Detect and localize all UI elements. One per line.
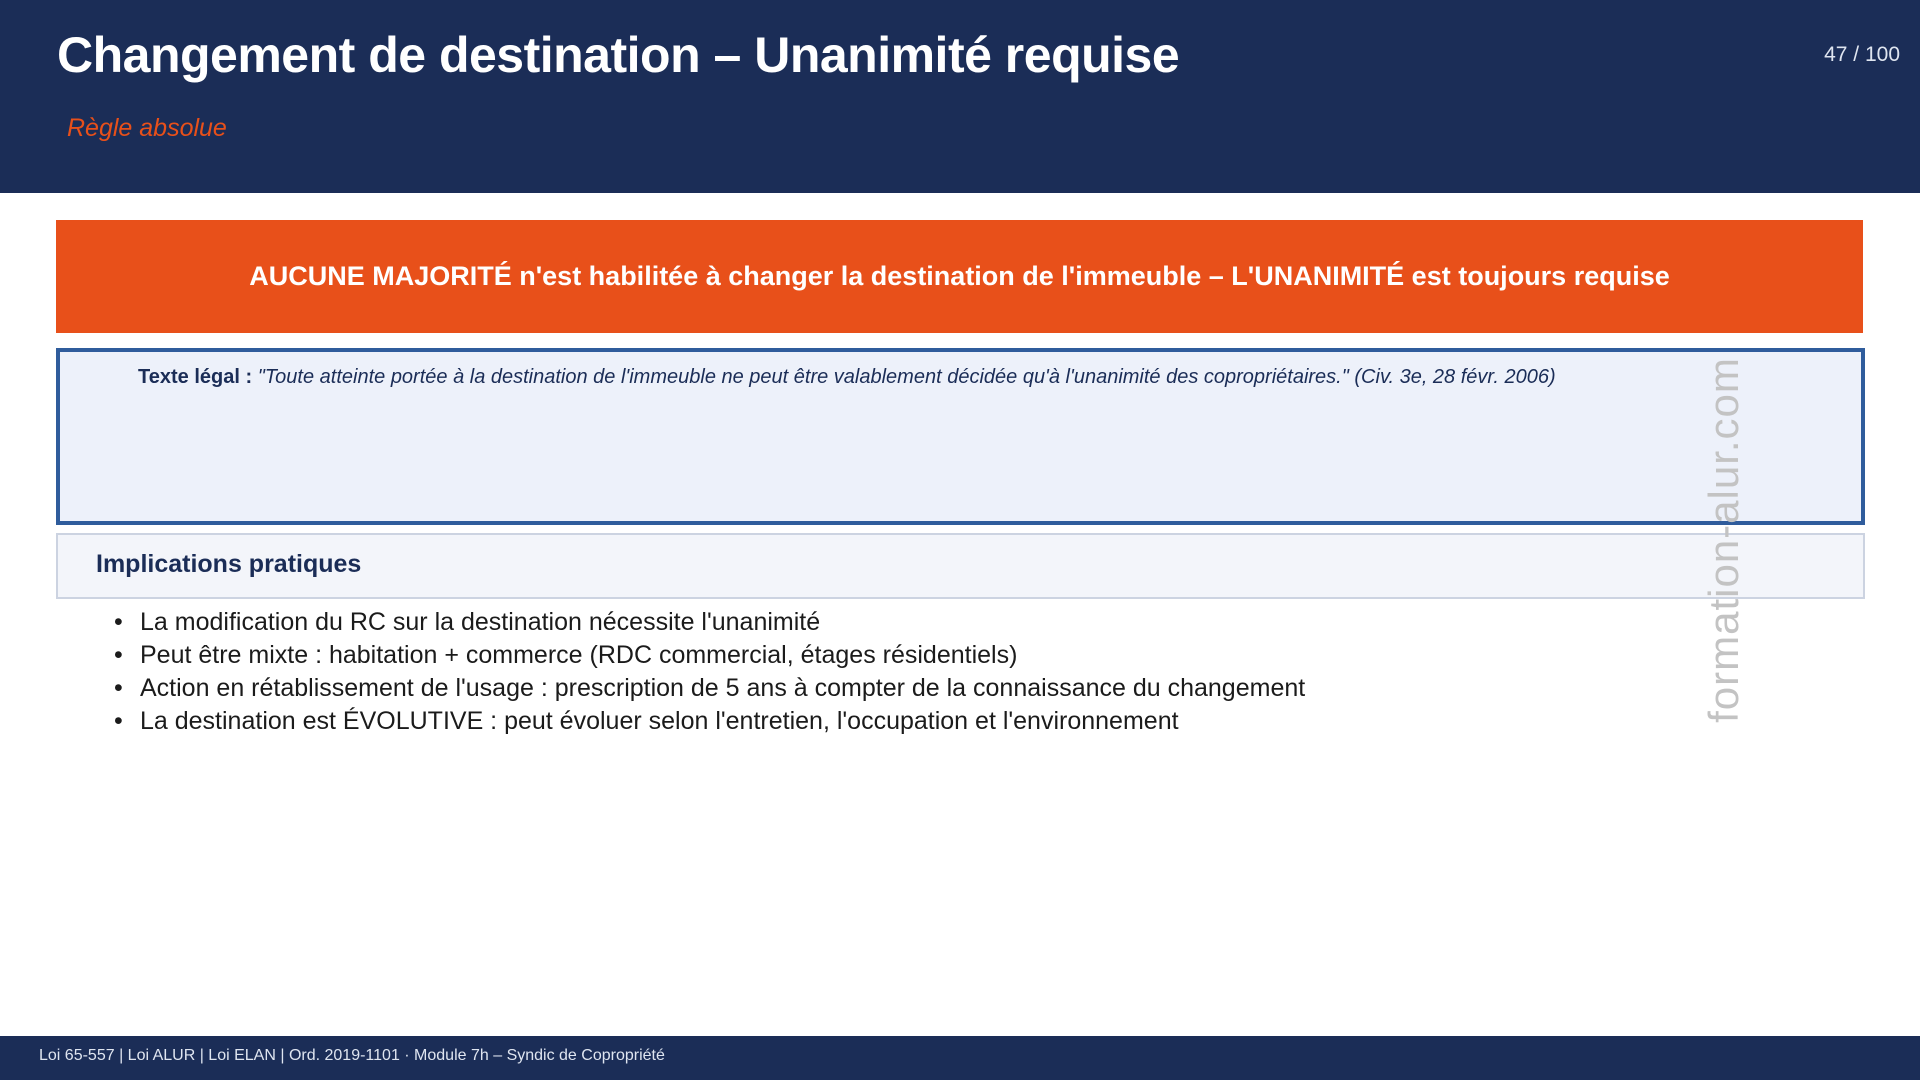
warning-banner-text: AUCUNE MAJORITÉ n'est habilitée à changer la destination de l'immeuble – L'UNANIMITÉ est toujours requise xyxy=(249,261,1670,291)
list-item: • La modification du RC sur la destination nécessite l'unanimité xyxy=(110,606,1305,639)
implications-header-box xyxy=(56,533,1865,599)
list-item: • Action en rétablissement de l'usage : prescription de 5 ans à compter de la connaissance du changement xyxy=(110,672,1305,705)
slide-footer xyxy=(0,1036,1920,1080)
list-item: • La destination est ÉVOLUTIVE : peut évoluer selon l'entretien, l'occupation et l'environnement xyxy=(110,705,1305,738)
legal-text xyxy=(138,366,1556,389)
slide-subtitle: Règle absolue xyxy=(67,114,227,142)
legal-text-box xyxy=(56,348,1865,525)
page-counter: 47 / 100 xyxy=(1824,43,1900,66)
watermark: formation-alur.com xyxy=(1700,357,1747,723)
slide-header xyxy=(0,0,1920,193)
footer-text: Loi 65-557 | Loi ALUR | Loi ELAN | Ord. 2019-1101 · Module 7h – Syndic de Copropriété xyxy=(39,1047,665,1064)
slide-title: Changement de destination – Unanimité requise xyxy=(57,27,1180,83)
implications-title: Implications pratiques xyxy=(96,550,362,578)
legal-text-quote: "Toute atteinte portée à la destination de l'immeuble ne peut être valablement décidée qu'à l'unanimité des copropriétaires." (Civ. 3e, 28 févr. 2006) xyxy=(257,366,1556,388)
warning-banner xyxy=(56,220,1863,333)
list-item: • Peut être mixte : habitation + commerce (RDC commercial, étages résidentiels) xyxy=(110,639,1305,672)
implications-list xyxy=(110,606,1305,738)
legal-text-label: Texte légal : xyxy=(138,366,253,388)
